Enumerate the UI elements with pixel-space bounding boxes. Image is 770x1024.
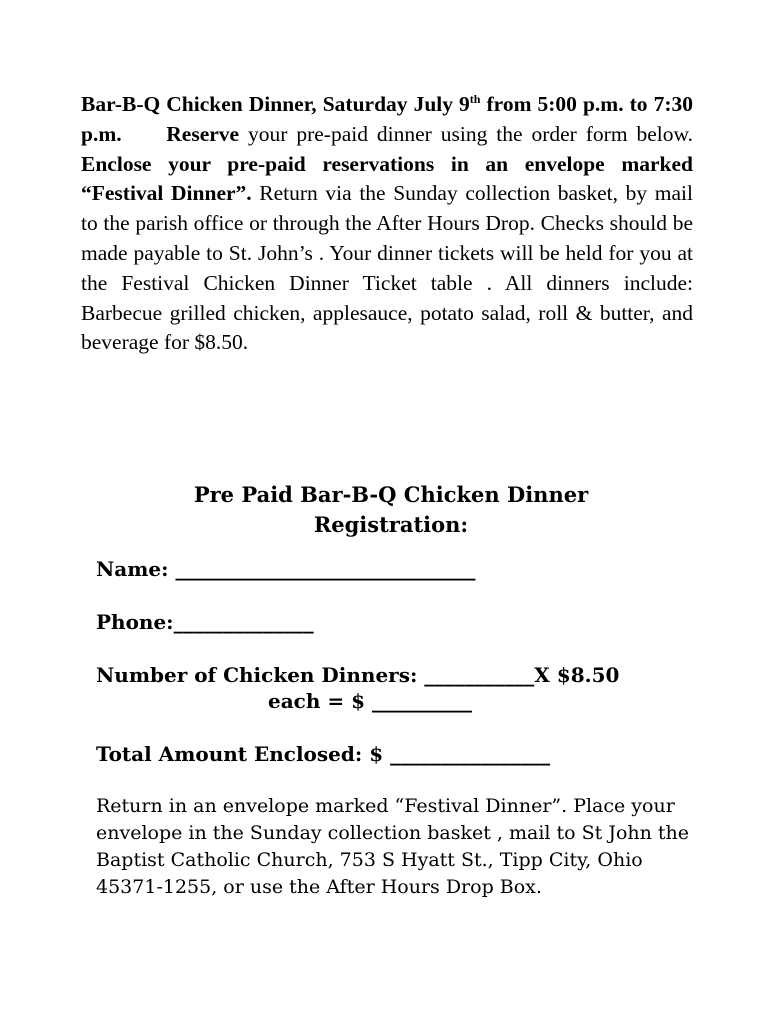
event-title: Bar-B-Q Chicken Dinner, Saturday July 9th from 5:00 p.m. to 7:30 p.m. — [81, 91, 693, 146]
dinner-subtotal-field: each = $ __________ — [268, 689, 472, 713]
return-instructions: Return in an envelope marked “Festival Dinner”. Place your envelope in the Sunday collection basket , mail to St John the Baptist Catholic Church, 753 S Hyatt St., Tipp City, Ohio 45371-1255, or use the After Hours Drop Box. — [96, 795, 690, 898]
date-ordinal-suffix: th — [469, 91, 481, 106]
return-details: Return via the Sunday collection basket, by mail to the parish office or through the After Hours Drop. Checks should be made payable to St. John’s . Your dinner tickets will be held for you at the Festival Chicken Dinner Ticket table . All dinners include: Barbecue grilled chicken, applesauce, potato salad, roll & butter, and beverage for $8.50. — [81, 181, 693, 355]
form-title-line2: Registration: — [313, 512, 469, 537]
form-title-line1: Pre Paid Bar-B-Q Chicken Dinner — [193, 482, 589, 507]
reserve-instructions: your pre-paid dinner using the order form below. — [239, 121, 694, 146]
form-title — [86, 480, 696, 540]
intro-paragraph — [81, 90, 693, 358]
total-enclosed-field: Total Amount Enclosed: $ ________________ — [96, 742, 551, 766]
enclose-instructions: Enclose your pre-paid reservations in an envelope marked “Festival Dinner”. — [81, 151, 693, 206]
phone-field: Phone:______________ — [96, 610, 314, 634]
dinner-count-field: Number of Chicken Dinners: ___________X $8.50 — [96, 663, 620, 687]
registration-form — [96, 480, 706, 901]
reserve-word: Reserve — [166, 121, 240, 146]
name-field: Name: ______________________________ — [96, 557, 476, 581]
